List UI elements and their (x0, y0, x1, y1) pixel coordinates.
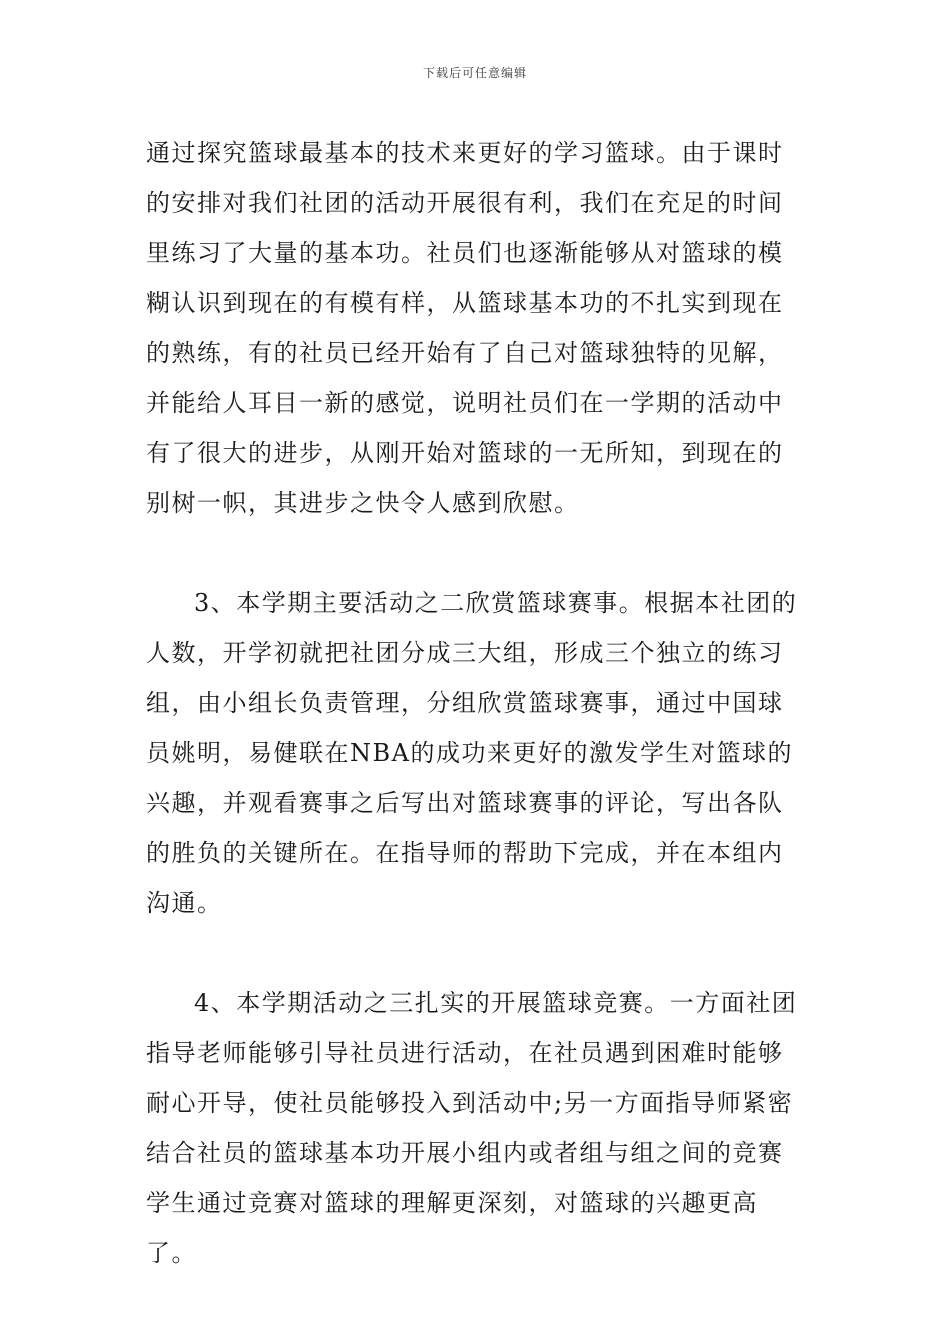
paragraph-item-3: 3、本学期主要活动之二欣赏篮球赛事。根据本社团的人数，开学初就把社团分成三大组，形成三个独立的练习组，由小组长负责管理，分组欣赏篮球赛事，通过中国球员姚明，易健联在NBA的成功来更好的激发学生对篮球的兴趣，并观看赛事之后写出对篮球赛事的评论，写出各队的胜负的关键所在。在指导师的帮助下完成，并在本组内沟通。 (146, 589, 798, 917)
document-body (146, 128, 806, 1278)
page-header: 下载后可任意编辑 (422, 66, 527, 80)
paragraph-continuation: 通过探究篮球最基本的技术来更好的学习篮球。由于课时的安排对我们社团的活动开展很有利，我们在充足的时间里练习了大量的基本功。社员们也逐渐能够从对篮球的模糊认识到现在的有模有样，从篮球基本功的不扎实到现在的熟练，有的社员已经开始有了自己对篮球独特的见解，并能给人耳目一新的感觉，说明社员们在一学期的活动中有了很大的进步，从刚开始对篮球的一无所知，到现在的别树一帜，其进步之快令人感到欣慰。 (146, 139, 784, 517)
paragraph-item-4: 4、本学期活动之三扎实的开展篮球竞赛。一方面社团指导老师能够引导社员进行活动，在社员遇到困难时能够耐心开导，使社员能够投入到活动中;另一方面指导师紧密结合社员的篮球基本功开展小组内或者组与组之间的竞赛学生通过竞赛对篮球的理解更深刻，对篮球的兴趣更高了。 (146, 989, 798, 1267)
paragraph-spacer (146, 928, 806, 978)
paragraph-spacer (146, 528, 806, 578)
